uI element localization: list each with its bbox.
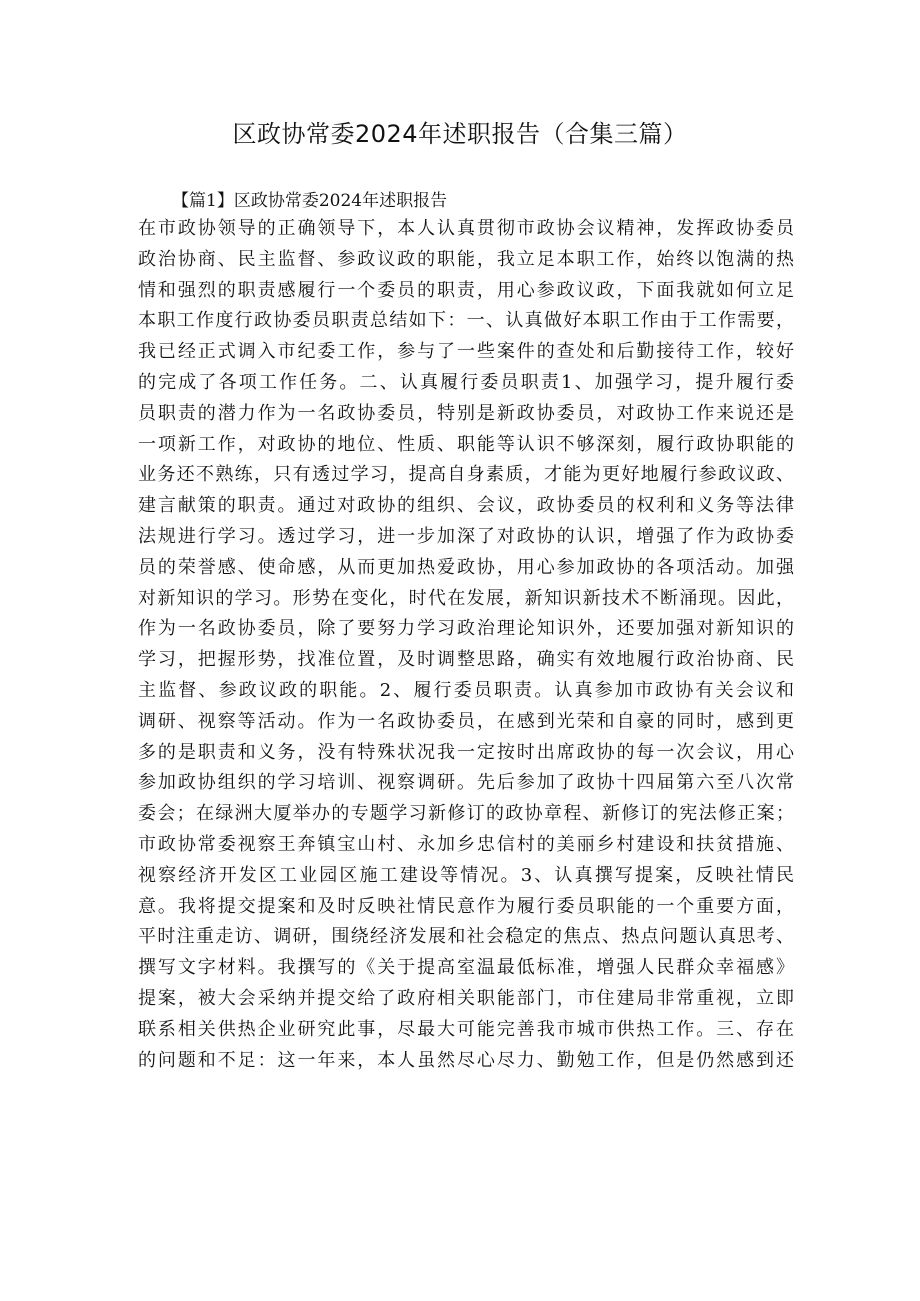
body-line: 多的是职责和义务，没有特殊状况我一定按时出席政协的每一次会议，用心 [138,741,794,763]
body-line: 法规进行学习。透过学习，进一步加深了对政协的认识，增强了作为政协委 [138,525,794,547]
body-line: 参加政协组织的学习培训、视察调研。先后参加了政协十四届第六至八次常 [138,772,794,794]
body-line: 联系相关供热企业研究此事，尽最大可能完善我市城市供热工作。三、存在 [138,1018,794,1040]
body-line: 员职责的潜力作为一名政协委员，特别是新政协委员，对政协工作来说还是 [138,402,794,424]
body-line: 的问题和不足：这一年来，本人虽然尽心尽力、勤勉工作，但是仍然感到还 [138,1049,794,1071]
document-title: 区政协常委2024年述职报告（合集三篇） [232,120,688,148]
body-line: 平时注重走访、调研，围绕经济发展和社会稳定的焦点、热点问题认真思考、 [138,926,794,948]
body-line: 视察经济开发区工业园区施工建设等情况。3、认真撰写提案，反映社情民 [138,864,794,886]
body-line: 意。我将提交提案和及时反映社情民意作为履行委员职能的一个重要方面， [138,895,794,917]
body-line: 市政协常委视察王奔镇宝山村、永加乡忠信村的美丽乡村建设和扶贫措施、 [138,833,794,855]
body-line: 对新知识的学习。形势在变化，时代在发展，新知识新技术不断涌现。因此， [138,587,794,609]
body-line: 政治协商、民主监督、参政议政的职能，我立足本职工作，始终以饱满的热 [138,248,794,270]
body-line: 作为一名政协委员，除了要努力学习政治理论知识外，还要加强对新知识的 [138,618,794,640]
body-line: 主监督、参政议政的职能。2、履行委员职责。认真参加市政协有关会议和 [138,679,794,701]
body-line: 撰写文字材料。我撰写的《关于提高室温最低标准，增强人民群众幸福感》 [138,957,794,979]
body-line: 委会；在绿洲大厦举办的专题学习新修订的政协章程、新修订的宪法修正案； [138,803,794,825]
body-line: 员的荣誉感、使命感，从而更加热爱政协，用心参加政协的各项活动。加强 [138,556,794,578]
body-line: 的完成了各项工作任务。二、认真履行委员职责1、加强学习，提升履行委 [138,371,794,393]
section-heading: 【篇1】区政协常委2024年述职报告 [172,191,448,211]
body-line: 提案，被大会采纳并提交给了政府相关职能部门，市住建局非常重视，立即 [138,987,794,1009]
body-paragraph [138,214,794,1076]
body-line: 建言献策的职责。通过对政协的组织、会议，政协委员的权利和义务等法律 [138,495,794,517]
body-line: 业务还不熟练，只有透过学习，提高自身素质，才能为更好地履行参政议政、 [138,464,794,486]
body-line: 学习，把握形势，找准位置，及时调整思路，确实有效地履行政治协商、民 [138,649,794,671]
body-line: 一项新工作，对政协的地位、性质、职能等认识不够深刻，履行政协职能的 [138,433,794,455]
body-line: 我已经正式调入市纪委工作，参与了一些案件的查处和后勤接待工作，较好 [138,341,794,363]
body-line: 本职工作度行政协委员职责总结如下：一、认真做好本职工作由于工作需要， [138,310,794,332]
body-line: 在市政协领导的正确领导下，本人认真贯彻市政协会议精神，发挥政协委员 [138,218,794,239]
body-line: 情和强烈的职责感履行一个委员的职责，用心参政议政，下面我就如何立足 [138,279,794,301]
body-line: 调研、视察等活动。作为一名政协委员，在感到光荣和自豪的同时，感到更 [138,710,794,732]
